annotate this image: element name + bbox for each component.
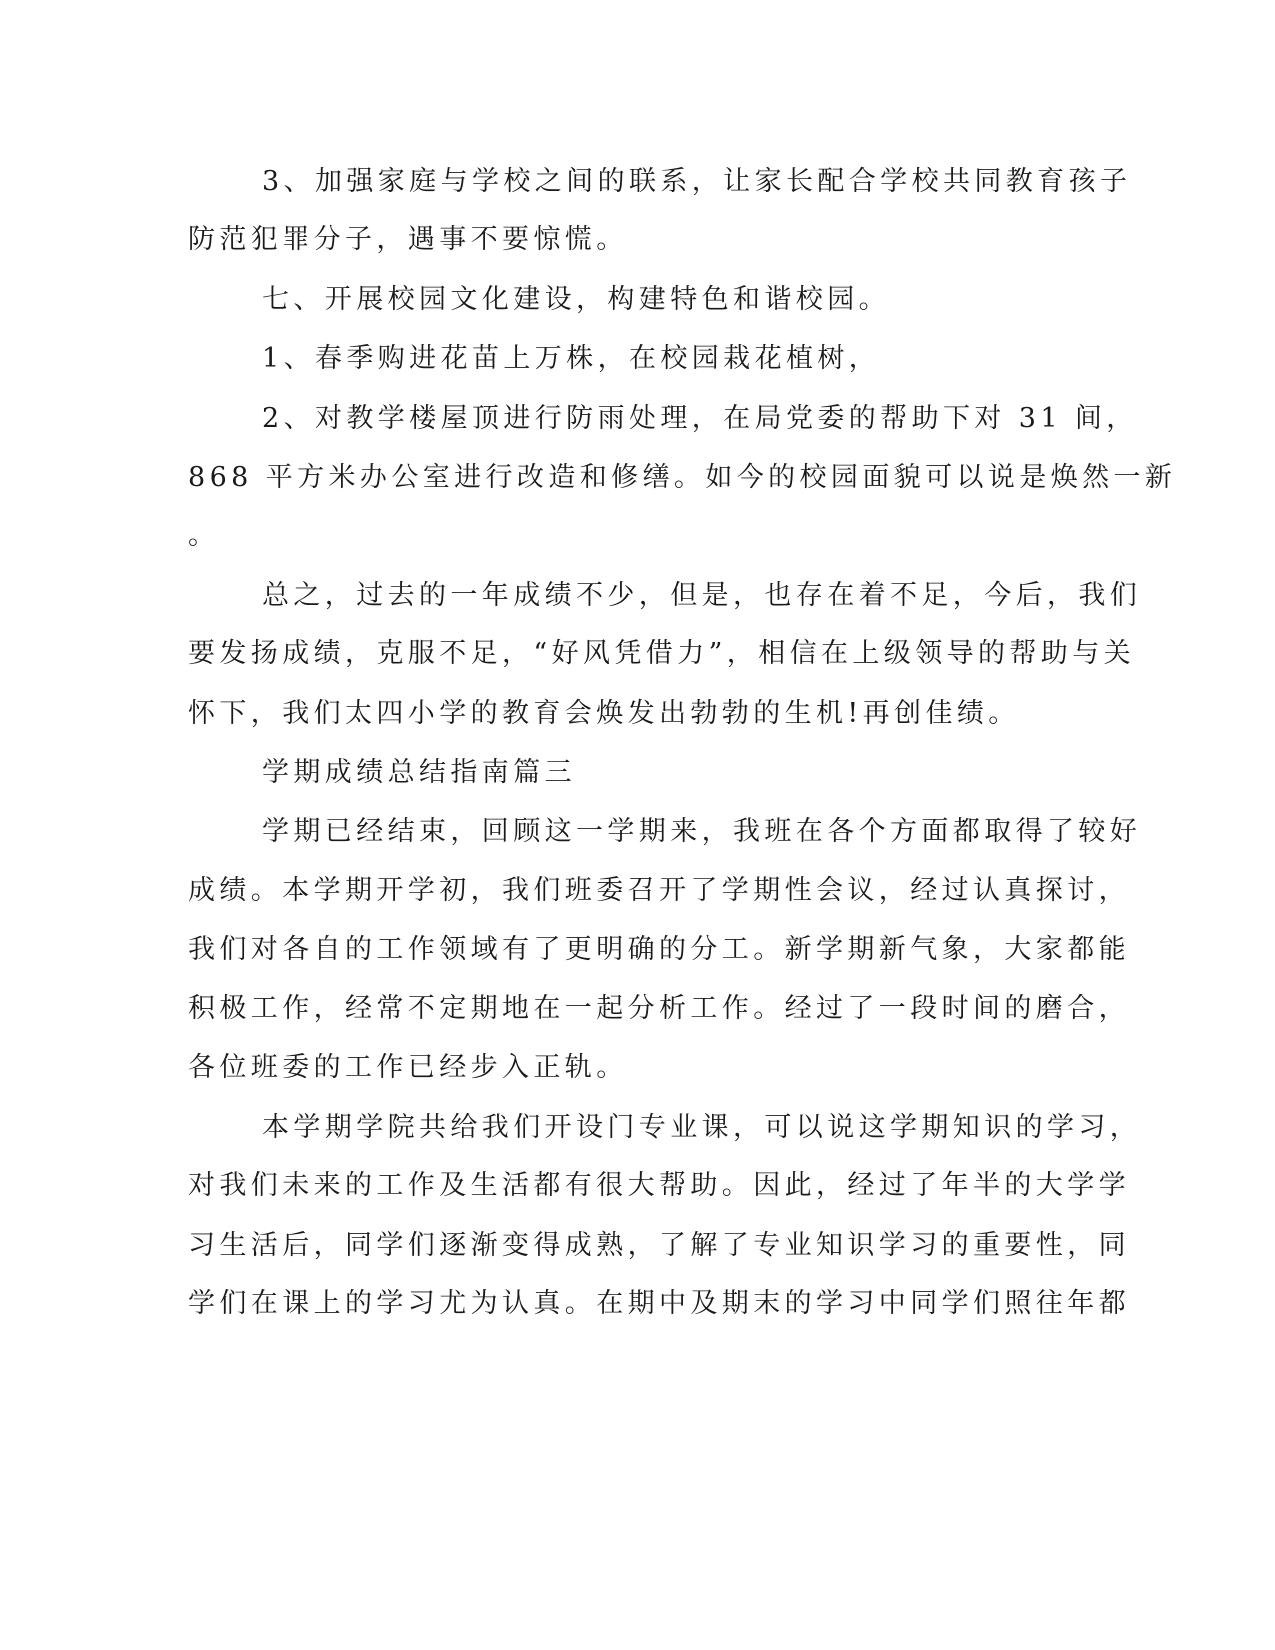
- text-line: 总之，过去的一年成绩不少，但是，也存在着不足，今后，我们: [262, 580, 1142, 611]
- section-heading: 七、开展校园文化建设，构建特色和谐校园。: [262, 284, 890, 315]
- text-line: 学们在课上的学习尤为认真。在期中及期末的学习中同学们照往年都: [188, 1288, 1130, 1319]
- text-line: 本学期学院共给我们开设门专业课，可以说这学期知识的学习，: [262, 1112, 1142, 1143]
- section-heading: 学期成绩总结指南篇三: [262, 757, 576, 788]
- text-line: 对我们未来的工作及生活都有很大帮助。因此，经过了年半的大学学: [188, 1170, 1130, 1201]
- text-line: 868 平方米办公室进行改造和修缮。如今的校园面貌可以说是焕然一新: [188, 462, 1177, 493]
- text-line: 学期已经结束，回顾这一学期来，我班在各个方面都取得了较好: [262, 816, 1142, 847]
- text-line: 成绩。本学期开学初，我们班委召开了学期性会议，经过认真探讨，: [188, 875, 1130, 906]
- text-line: 我们对各自的工作领域有了更明确的分工。新学期新气象，大家都能: [188, 934, 1130, 965]
- text-line: 防范犯罪分子，遇事不要惊慌。: [188, 224, 628, 255]
- text-line: 各位班委的工作已经步入正轨。: [188, 1052, 628, 1083]
- text-line: 怀下，我们太四小学的教育会焕发出勃勃的生机!再创佳绩。: [188, 698, 1020, 729]
- text-line: 1、春季购进花苗上万株，在校园栽花植树，: [262, 343, 881, 374]
- text-line: 积极工作，经常不定期地在一起分析工作。经过了一段时间的磨合，: [188, 993, 1130, 1024]
- text-line: 3、加强家庭与学校之间的联系，让家长配合学校共同教育孩子: [262, 166, 1132, 197]
- text-line: 。: [188, 520, 220, 551]
- text-line: 习生活后，同学们逐渐变得成熟，了解了专业知识学习的重要性，同: [188, 1230, 1130, 1261]
- text-line: 2、对教学楼屋顶进行防雨处理，在局党委的帮助下对 31 间，: [262, 403, 1138, 434]
- text-line: 要发扬成绩，克服不足，“好风凭借力”，相信在上级领导的帮助与关: [188, 638, 1136, 669]
